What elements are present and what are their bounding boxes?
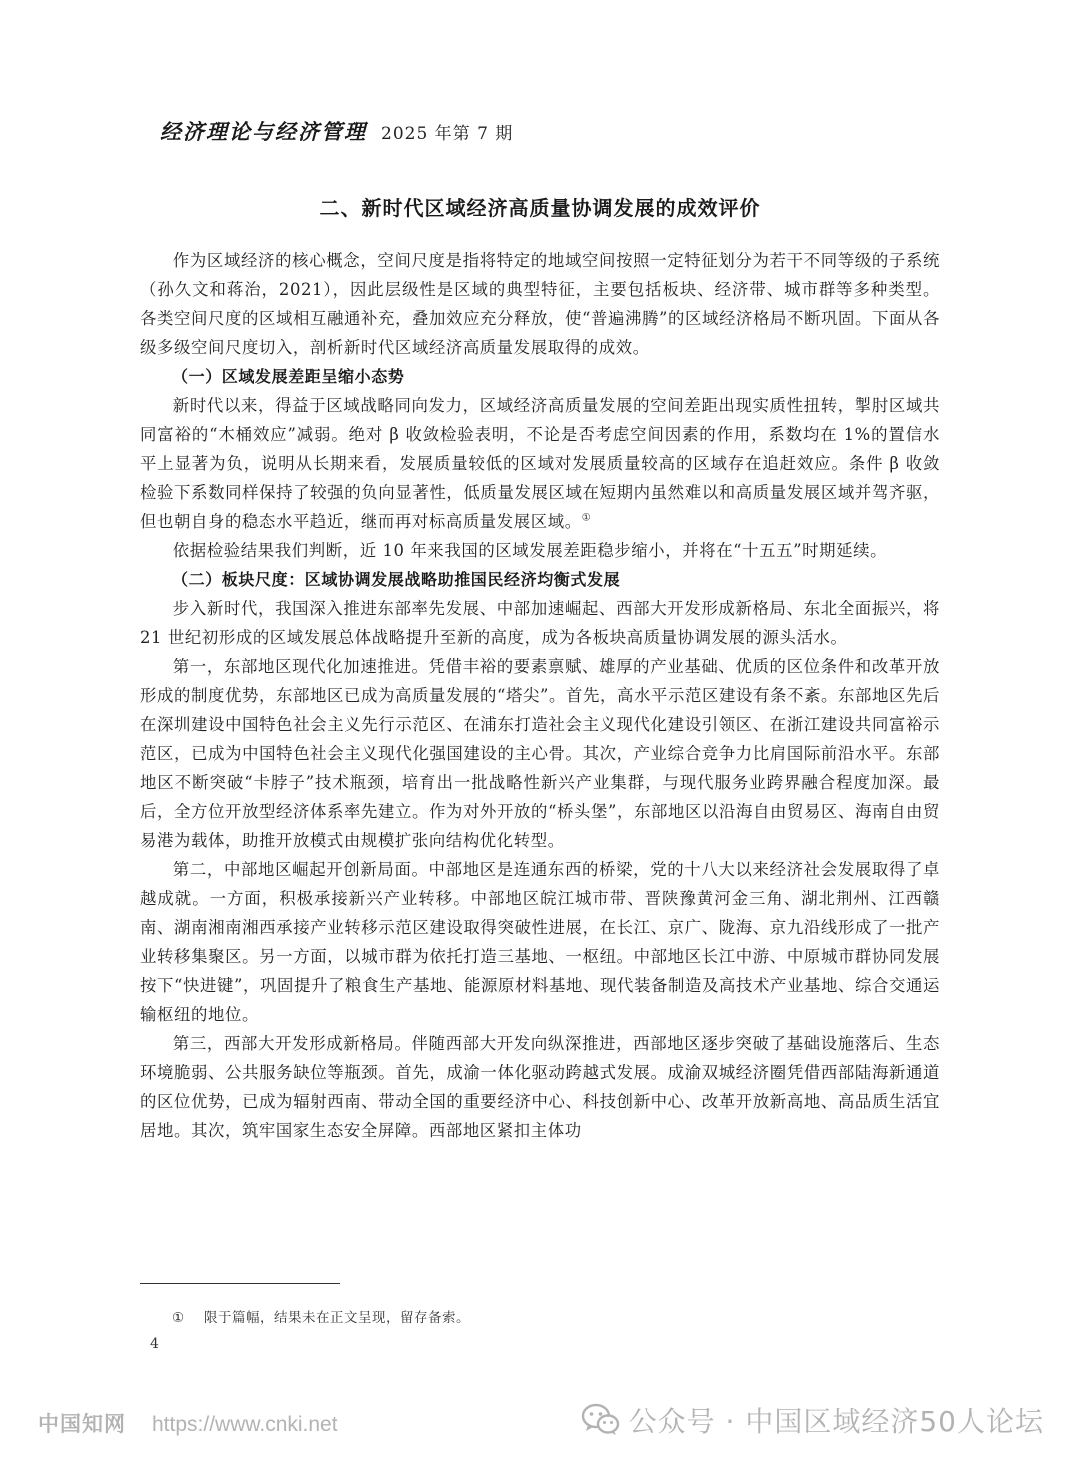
paragraph-intro: 作为区域经济的核心概念，空间尺度是指将特定的地域空间按照一定特征划分为若干不同等级的子系统（孙久文和蒋治，2021），因此层级性是区域的典型特征，主要包括板块、经济带、城市群等多种类型。各类空间尺度的区域相互融通补充，叠加效应充分释放，使“普遍沸腾”的区域经济格局不断巩固。下面从各级多级空间尺度切入，剖析新时代区域经济高质量发展取得的成效。 (140, 251, 940, 357)
account-watermark (581, 1400, 1044, 1440)
page-number: 4 (150, 1336, 159, 1352)
paragraph-western-region: 第三，西部大开发形成新格局。伴随西部大开发向纵深推进，西部地区逐步突破了基础设施落后、生态环境脆弱、公共服务缺位等瓶颈。首先，成渝一体化驱动跨越式发展。成渝双城经济圈凭借西部陆海新通道的区位优势，已成为辐射西南、带动全国的重要经济中心、科技创新中心、改革开放新高地、高品质生活宜居地。其次，筑牢国家生态安全屏障。西部地区紧扣主体功 (140, 1034, 940, 1140)
footnote-divider (140, 1283, 340, 1284)
issue-label: 2025 年第 7 期 (381, 124, 514, 144)
footnote-reference[interactable]: ① (581, 512, 592, 524)
paragraph-judgement: 依据检验结果我们判断，近 10 年来我国的区域发展差距稳步缩小，并将在“十五五”时期延续。 (172, 541, 888, 560)
subsection-heading-1: （一）区域发展差距呈缩小态势 (172, 367, 405, 386)
body-text (140, 246, 940, 1145)
journal-name: 经济理论与经济管理 (160, 119, 367, 144)
source-url[interactable]: https://www.cnki.net (152, 1413, 338, 1436)
source-name: 中国知网 (38, 1412, 126, 1436)
paragraph-convergence-text: 新时代以来，得益于区域战略同向发力，区域经济高质量发展的空间差距出现实质性扭转，掣肘区域共同富裕的“木桶效应”减弱。绝对 β 收敛检验表明，不论是否考虑空间因素的作用，系数均在 1%的置信水平上显著为负，说明从长期来看，发展质量较低的区域对发展质量较高的区域存在追赶效应。条件 β 收敛检验下系数同样保持了较强的负向显著性，低质量发展区域在短期内虽然难以和高质量发展区域并驾齐驱，但也朝自身的稳态水平趋近，继而再对标高质量发展区域。 (140, 396, 940, 531)
paragraph-new-era: 步入新时代，我国深入推进东部率先发展、中部加速崛起、西部大开发形成新格局、东北全面振兴，将 21 世纪初形成的区域发展总体战略提升至新的高度，成为各板块高质量协调发展的源头活水。 (140, 599, 940, 647)
wechat-icon (581, 1403, 621, 1437)
running-header (160, 116, 513, 146)
footnote-number: ① (172, 1310, 185, 1326)
subsection-heading-2: （二）板块尺度：区域协调发展战略助推国民经济均衡式发展 (172, 570, 621, 589)
paragraph-eastern-region: 第一，东部地区现代化加速推进。凭借丰裕的要素禀赋、雄厚的产业基础、优质的区位条件和改革开放形成的制度优势，东部地区已成为高质量发展的“塔尖”。首先，高水平示范区建设有条不紊。东部地区先后在深圳建设中国特色社会主义先行示范区、在浦东打造社会主义现代化建设引领区、在浙江建设共同富裕示范区，已成为中国特色社会主义现代化强国建设的主心骨。其次，产业综合竞争力比肩国际前沿水平。东部地区不断突破“卡脖子”技术瓶颈，培育出一批战略性新兴产业集群，与现代服务业跨界融合程度加深。最后，全方位开放型经济体系率先建立。作为对外开放的“桥头堡”，东部地区以沿海自由贸易区、海南自由贸易港为载体，助推开放模式由规模扩张向结构优化转型。 (140, 657, 940, 850)
paragraph-convergence (140, 391, 940, 536)
paragraph-central-region: 第二，中部地区崛起开创新局面。中部地区是连通东西的桥梁，党的十八大以来经济社会发展取得了卓越成就。一方面，积极承接新兴产业转移。中部地区皖江城市带、晋陕豫黄河金三角、湖北荆州、江西赣南、湖南湘南湘西承接产业转移示范区建设取得突破性进展，在长江、京广、陇海、京九沿线形成了一批产业转移集聚区。另一方面，以城市群为依托打造三基地、一枢纽。中部地区长江中游、中原城市群协同发展按下“快进键”，巩固提升了粮食生产基地、能源原材料基地、现代装备制造及高技术产业基地、综合交通运输枢纽的地位。 (140, 860, 940, 1024)
footnote-text: 限于篇幅，结果未在正文呈现，留存备索。 (204, 1310, 470, 1326)
source-watermark (38, 1408, 338, 1438)
section-title: 二、新时代区域经济高质量协调发展的成效评价 (319, 196, 761, 220)
footnote (172, 1306, 470, 1326)
account-name: 公众号 · 中国区域经济50人论坛 (628, 1405, 1044, 1438)
